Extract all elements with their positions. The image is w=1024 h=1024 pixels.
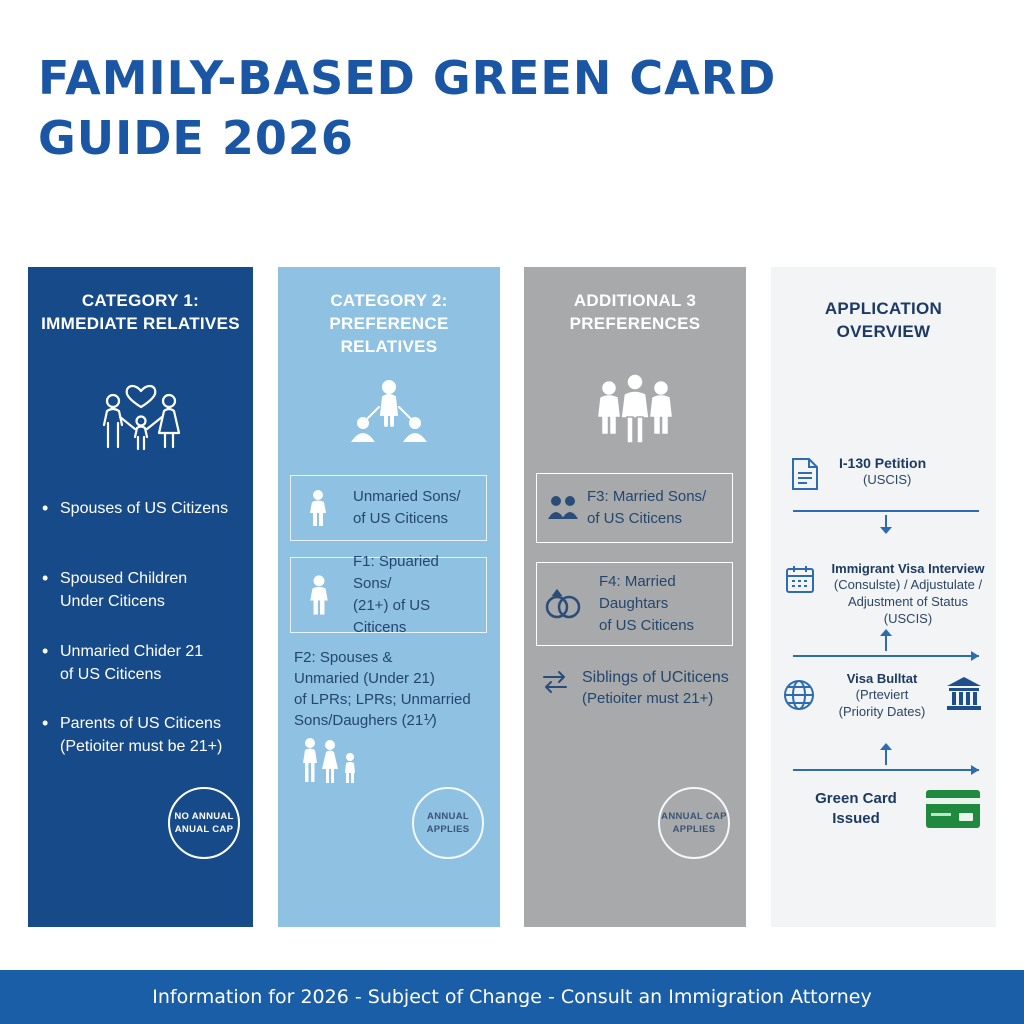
timeline-step: Green Card Issued bbox=[815, 790, 897, 827]
preference-box: F1: Spuaried Sons/ (21+) of US Citicens bbox=[290, 557, 487, 633]
additional-preferences-column bbox=[524, 267, 746, 927]
calendar-icon bbox=[785, 564, 815, 599]
footer-disclaimer: Information for 2026 - Subject of Change - Consult an Immigration Attorney bbox=[0, 970, 1024, 1024]
couple-icon bbox=[547, 474, 579, 542]
title-line-2: GUIDE 2026 bbox=[38, 111, 354, 165]
person-icon bbox=[307, 476, 329, 540]
document-icon bbox=[791, 457, 819, 496]
right-arrow-icon bbox=[971, 651, 979, 661]
application-overview-column bbox=[771, 267, 996, 927]
siblings-description: Siblings of UCiticens (Petioiter must 21+) bbox=[582, 669, 729, 707]
list-item: • Spouses of US Citizens bbox=[42, 498, 229, 518]
list-item: • Parents of US Citicens (Petioiter must be 21+) bbox=[42, 713, 223, 755]
column-heading: CATEGORY 2: PREFERENCE RELATIVES bbox=[329, 291, 449, 356]
timeline-line bbox=[793, 510, 979, 512]
preference-box: F4: Married Daughtars of US Citicens bbox=[536, 562, 733, 646]
immediate-relatives-column bbox=[28, 267, 253, 927]
column-heading: ADDITIONAL 3 PREFERENCES bbox=[569, 291, 701, 333]
preference-box: F3: Married Sons/ of US Citicens bbox=[536, 473, 733, 543]
page-title bbox=[38, 48, 938, 168]
cap-badge: ANNUAL APPLIES bbox=[412, 787, 484, 859]
timeline-line bbox=[793, 655, 979, 657]
government-building-icon bbox=[945, 675, 983, 718]
timeline-line bbox=[793, 769, 979, 771]
family-heart-icon bbox=[28, 367, 253, 457]
title-line-1: FAMILY-BASED GREEN CARD bbox=[38, 51, 777, 105]
globe-icon bbox=[783, 679, 815, 716]
list-item: • Unmaried Chider 21 of US Citicens bbox=[42, 641, 204, 683]
timeline-step: I-130 Petition (USCIS) bbox=[839, 455, 927, 487]
swap-arrows-icon bbox=[540, 669, 570, 700]
timeline-step: Immigrant Visa Interview (Consulste) / Adjustulate / Adjustment of Status (USCIS) bbox=[831, 561, 985, 626]
column-heading: APPLICATION OVERVIEW bbox=[824, 299, 943, 341]
rings-icon bbox=[543, 563, 583, 645]
right-arrow-icon bbox=[971, 765, 979, 775]
timeline-step: Visa Bulltat (Prteviert (Priority Dates) bbox=[838, 671, 926, 719]
f2-description: F2: Spouses & Unmaried (Under 21) of LPRs; LPRs; Unmarried Sons/Daughers (21⅟) bbox=[294, 649, 471, 729]
cap-badge: NO ANNUAL ANUAL CAP bbox=[168, 787, 240, 859]
person-icon bbox=[307, 558, 331, 632]
column-heading: CATEGORY 1: IMMEDIATE RELATIVES bbox=[41, 291, 240, 333]
relatives-network-icon bbox=[278, 377, 500, 447]
family-icon bbox=[300, 737, 362, 792]
group-icon bbox=[524, 372, 746, 448]
cap-badge: ANNUAL CAP APPLIES bbox=[658, 787, 730, 859]
preference-box: Unmaried Sons/ of US Citicens bbox=[290, 475, 487, 541]
preference-relatives-column bbox=[278, 267, 500, 927]
list-item: • Spoused Children Under Citicens bbox=[42, 568, 188, 610]
green-card-icon bbox=[925, 789, 981, 834]
